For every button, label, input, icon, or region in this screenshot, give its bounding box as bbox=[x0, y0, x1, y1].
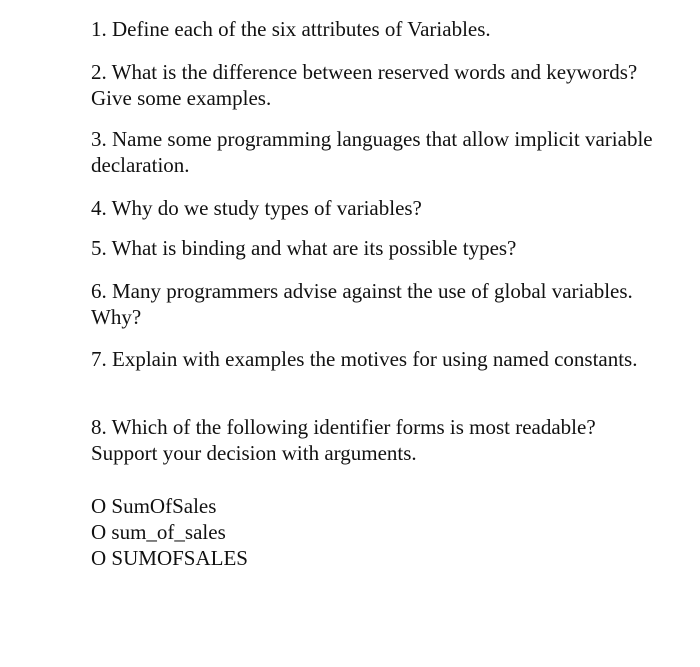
question-number: 1. bbox=[91, 17, 107, 41]
question-number: 6. bbox=[91, 279, 107, 303]
option-marker: O bbox=[91, 494, 107, 518]
question-2 bbox=[91, 59, 661, 111]
option-text: SumOfSales bbox=[111, 494, 217, 518]
question-number: 3. bbox=[91, 127, 107, 151]
question-number: 5. bbox=[91, 236, 107, 260]
question-text: Define each of the six attributes of Variables. bbox=[112, 17, 491, 41]
question-5 bbox=[91, 235, 661, 261]
question-1 bbox=[91, 16, 661, 42]
question-number: 8. bbox=[91, 415, 107, 439]
question-8 bbox=[91, 414, 661, 466]
identifier-options bbox=[91, 493, 248, 571]
question-7 bbox=[91, 346, 661, 372]
question-6 bbox=[91, 278, 661, 330]
option-text: sum_of_sales bbox=[111, 520, 226, 544]
option-item bbox=[91, 493, 248, 519]
question-number: 2. bbox=[91, 60, 107, 84]
question-text: Explain with examples the motives for using named constants. bbox=[112, 347, 638, 371]
question-number: 4. bbox=[91, 196, 107, 220]
question-text: What is binding and what are its possible types? bbox=[111, 236, 517, 260]
question-4 bbox=[91, 195, 661, 221]
option-text: SUMOFSALES bbox=[111, 546, 248, 570]
option-item bbox=[91, 519, 248, 545]
question-text: Which of the following identifier forms is most readable? Support your decision with arguments. bbox=[91, 415, 596, 465]
option-marker: O bbox=[91, 546, 107, 570]
question-text: Many programmers advise against the use of global variables. Why? bbox=[91, 279, 633, 329]
question-number: 7. bbox=[91, 347, 107, 371]
question-3 bbox=[91, 126, 661, 178]
question-text: What is the difference between reserved words and keywords? Give some examples. bbox=[91, 60, 638, 110]
option-marker: O bbox=[91, 520, 107, 544]
option-item bbox=[91, 545, 248, 571]
question-text: Why do we study types of variables? bbox=[111, 196, 422, 220]
question-text: Name some programming languages that allow implicit variable declaration. bbox=[91, 127, 653, 177]
